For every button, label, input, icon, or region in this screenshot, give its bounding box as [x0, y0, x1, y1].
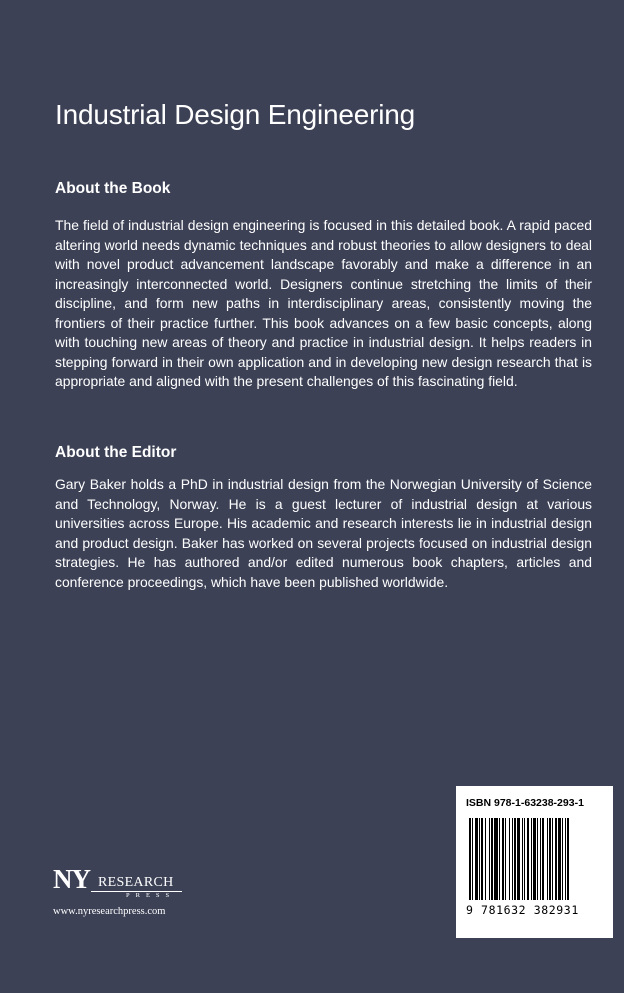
logo-press: PRESS: [126, 892, 176, 899]
publisher-website: www.nyresearchpress.com: [53, 906, 166, 917]
logo-research: RESEARCH: [98, 875, 174, 890]
logo-ny: NY: [53, 864, 90, 894]
isbn-label: ISBN 978-1-63238-293-1: [466, 797, 584, 809]
about-book-text: The field of industrial design engineering is focused in this detailed book. A rapid paced altering world needs dynamic techniques and robust theories to allow designers to deal with novel product advancement landscape favorably and make a difference in an increasingly interconnected world. Designers continue stretching the limits of their discipline, and form new paths in interdisciplinary areas, consistently moving the frontiers of their practice further. This book advances on a few basic concepts, along with touching new areas of theory and practice in industrial design. It helps readers in stepping forward in their own application and in developing new design research that is appropriate and aligned with the present challenges of this fascinating field.: [55, 217, 592, 389]
book-title: Industrial Design Engineering: [55, 99, 415, 130]
barcode-digits: 9 781632 382931: [466, 903, 579, 917]
about-editor-heading: About the Editor: [55, 444, 177, 461]
barcode-block: [456, 786, 613, 938]
about-book-heading: About the Book: [55, 180, 171, 197]
barcode-bars: [469, 818, 600, 900]
about-editor-text: Gary Baker holds a PhD in industrial design from the Norwegian University of Science and Technology, Norway. He is a guest lecturer of industrial design at various universities across Europe. His academic and research interests lie in industrial design and product design. Baker has worked on several projects focused on industrial design strategies. He has authored and/or edited numerous book chapters, articles and conference proceedings, which have been published worldwide.: [55, 476, 592, 590]
